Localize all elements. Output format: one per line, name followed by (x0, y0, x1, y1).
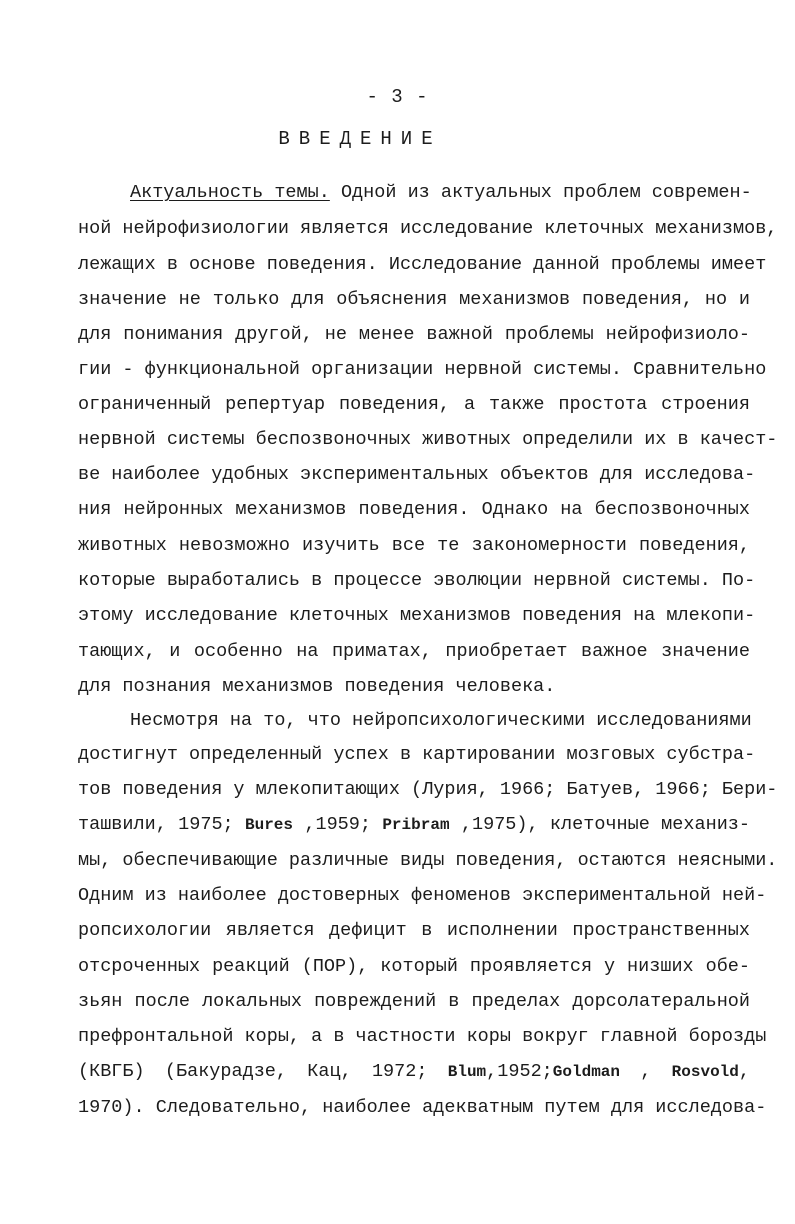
text-line: ограниченный репертуар поведения, а также простота строения (78, 394, 750, 415)
section-heading: Актуальность темы. (130, 182, 330, 203)
citation-author: Blum (447, 1063, 487, 1081)
page-number: - 3 - (366, 86, 429, 108)
citation-author: Pribram (382, 816, 450, 834)
text-line: значение не только для объяснения механизмов поведения, но и (78, 289, 750, 310)
text-line: тающих, и особенно на приматах, приобретает важное значение (78, 641, 750, 662)
text-line: которые выработались в процессе эволюции нервной системы. По- (78, 570, 756, 591)
citation-author: Goldman (552, 1063, 620, 1081)
page-title: ВВЕДЕНИЕ (278, 128, 442, 150)
text-line: для познания механизмов поведения человека. (78, 676, 556, 697)
text-line: ве наиболее удобных экспериментальных объектов для исследова- (78, 464, 756, 485)
text-line: этому исследование клеточных механизмов поведения на млекопи- (78, 605, 756, 626)
text-line: достигнут определенный успех в картировании мозговых субстра- (78, 744, 756, 765)
text-line: лежащих в основе поведения. Исследование данной проблемы имеет (78, 254, 767, 275)
text-line: 1970). Следовательно, наиболее адекватным путем для исследова- (78, 1097, 767, 1118)
citation-author: Rosvold (671, 1063, 739, 1081)
text-line: Несмотря на то, что нейропсихологическими исследованиями (130, 710, 752, 731)
text-line: гии - функциональной организации нервной системы. Сравнительно (78, 359, 767, 380)
text-line: префронтальной коры, а в частности коры вокруг главной борозды (78, 1026, 767, 1047)
text-line: мы, обеспечивающие различные виды поведения, остаются неясными. (78, 850, 778, 871)
text-line: Одним из наиболее достоверных феноменов экспериментальной ней- (78, 885, 767, 906)
text-line: животных невозможно изучить все те закономерности поведения, (78, 535, 750, 556)
citation-author: Bures (245, 816, 294, 834)
text-line: нервной системы беспозвоночных животных определили их в качест- (78, 429, 778, 450)
text-line: ния нейронных механизмов поведения. Однако на беспозвоночных (78, 499, 750, 520)
text-line: (КВГБ) (Бакурадзе, Кац, 1972; Blum,1952;Goldman , Rosvold, (78, 1061, 750, 1082)
text-line: зьян после локальных повреждений в пределах дорсолатеральной (78, 991, 750, 1012)
text-line: ташвили, 1975; Bures ,1959; Pribram ,1975), клеточные механиз- (78, 814, 750, 835)
text-line: отсроченных реакций (ПОР), который проявляется у низших обе- (78, 956, 750, 977)
text-line: ропсихологии является дефицит в исполнении пространственных (78, 920, 750, 941)
text-line: для понимания другой, не менее важной проблемы нейрофизиоло- (78, 324, 750, 345)
text-line: тов поведения у млекопитающих (Лурия, 1966; Батуев, 1966; Бери- (78, 779, 778, 800)
text-line: ной нейрофизиологии является исследование клеточных механизмов, (78, 218, 778, 239)
text-line: Актуальность темы. Одной из актуальных проблем современ- (130, 182, 752, 203)
